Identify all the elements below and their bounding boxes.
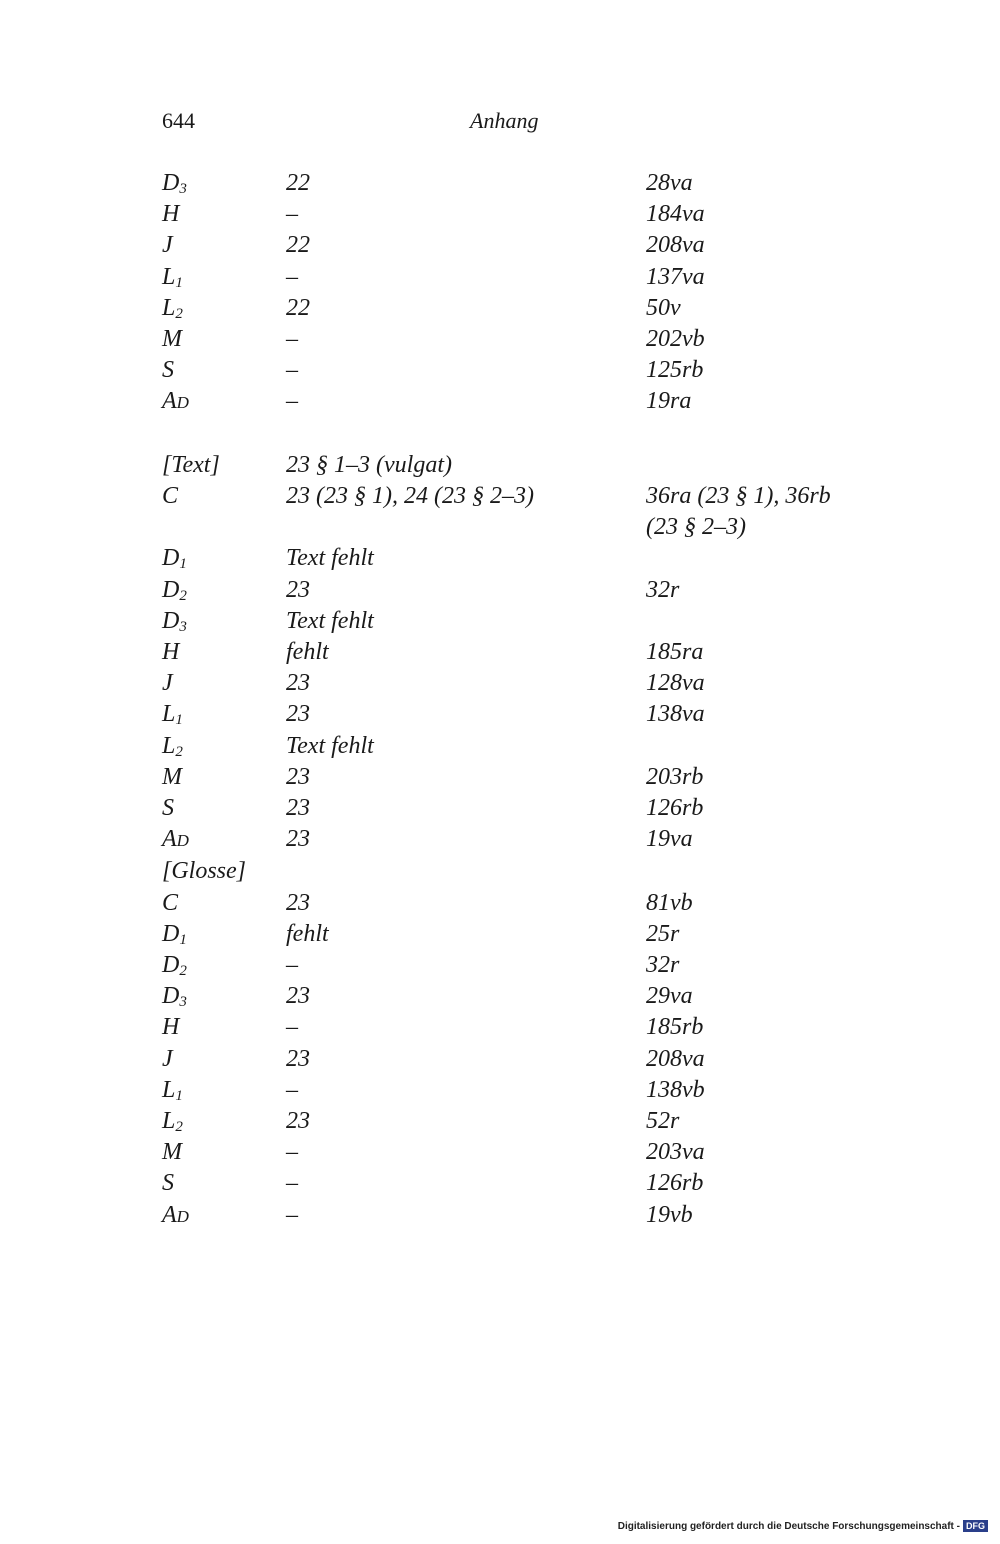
page-header (162, 108, 852, 138)
siglum-letter: L (162, 1108, 176, 1135)
chapter-reference: Text fehlt (286, 732, 374, 759)
chapter-reference: 23 (286, 701, 310, 728)
chapter-reference: 23 (286, 670, 310, 697)
folio-reference: 128va (646, 670, 705, 697)
folio-line-2: (23 § 2–3) (646, 514, 746, 541)
folio-reference: 125rb (646, 357, 704, 384)
folio-reference: 19va (646, 826, 693, 853)
chapter-reference: 22 (286, 170, 310, 196)
table-row (162, 1168, 862, 1199)
chapter-reference: 23 (286, 826, 310, 853)
folio-reference: 50v (646, 294, 681, 321)
siglum (162, 1168, 286, 1199)
siglum (162, 824, 286, 856)
table-row (162, 1200, 862, 1232)
folio-reference: 126rb (646, 795, 704, 822)
siglum-letter: J (162, 232, 173, 259)
table-row (162, 668, 862, 699)
running-head: Anhang (470, 108, 539, 133)
table-row (162, 199, 862, 230)
siglum (162, 324, 286, 355)
folio-reference: 126rb (646, 1170, 704, 1197)
siglum-small-cap: D (176, 393, 189, 413)
siglum-letter: M (162, 326, 182, 353)
folio-reference: 81vb (646, 889, 693, 916)
chapter-reference: – (286, 201, 298, 228)
siglum-letter: S (162, 357, 174, 384)
siglum-subscript: 2 (179, 963, 187, 980)
chapter-reference: – (286, 263, 298, 290)
siglum (162, 606, 286, 637)
siglum-letter: L (162, 701, 176, 728)
chapter-reference: – (286, 1076, 298, 1103)
siglum (162, 386, 286, 418)
table-group-2 (162, 543, 862, 856)
chapter-reference: Text fehlt (286, 607, 374, 634)
siglum-letter: D (162, 607, 180, 634)
siglum-letter: D (162, 545, 180, 572)
chapter-reference: 23 (23 § 1), 24 (23 § 2–3) (286, 483, 534, 510)
siglum (162, 1137, 286, 1168)
table-row (162, 1106, 862, 1137)
siglum: C (162, 483, 179, 510)
chapter-reference: 23 (286, 889, 310, 916)
table-row (162, 793, 862, 824)
folio-reference (646, 543, 862, 574)
manuscript-table (162, 168, 862, 1232)
siglum-letter: H (162, 1014, 180, 1041)
siglum (162, 1012, 286, 1043)
chapter-reference: 23 (286, 763, 310, 790)
chapter-reference: 22 (286, 294, 310, 321)
chapter-reference: 23 (286, 795, 310, 822)
chapter-reference: – (286, 1201, 298, 1228)
siglum (162, 293, 286, 324)
siglum-letter: D (162, 576, 180, 603)
chapter-reference: – (286, 1014, 298, 1041)
table-row (162, 888, 862, 919)
siglum (162, 762, 286, 793)
table-row (162, 637, 862, 668)
siglum-letter: D (162, 952, 180, 979)
folio-reference: 208va (646, 1045, 705, 1072)
chapter-reference: fehlt (286, 920, 329, 947)
siglum-letter: D (162, 170, 180, 196)
siglum-letter: L (162, 294, 176, 321)
table-row (162, 731, 862, 762)
siglum (162, 1044, 286, 1075)
siglum (162, 888, 286, 919)
siglum (162, 699, 286, 730)
folio-reference: 32r (646, 952, 680, 979)
table-row (162, 699, 862, 730)
table-row (162, 981, 862, 1012)
folio-reference: 202vb (646, 326, 705, 353)
siglum-subscript: 2 (179, 587, 187, 604)
table-row (162, 950, 862, 981)
table-row (162, 293, 862, 324)
siglum (162, 1106, 286, 1137)
table-row-glosse-heading (162, 856, 862, 887)
folio-reference: 19vb (646, 1201, 693, 1228)
table-group-1 (162, 168, 862, 419)
table-row (162, 386, 862, 418)
table-row (162, 1075, 862, 1106)
siglum (162, 950, 286, 981)
siglum (162, 543, 286, 574)
folio-reference: 185rb (646, 1014, 704, 1041)
table-row (162, 355, 862, 386)
footer-text: Digitalisierung gefördert durch die Deutsche Forschungsgemeinschaft - (617, 1520, 960, 1532)
table-row (162, 1044, 862, 1075)
folio-reference: 184va (646, 201, 705, 228)
chapter-reference: – (286, 952, 298, 979)
folio-reference (646, 606, 862, 637)
table-row (162, 230, 862, 261)
siglum-subscript: 2 (175, 1119, 183, 1136)
siglum-letter: J (162, 1045, 173, 1072)
siglum-letter: L (162, 263, 176, 290)
siglum-letter: H (162, 639, 180, 666)
section-reference: 23 § 1–3 (vulgat) (286, 451, 452, 478)
folio-reference: 185ra (646, 639, 704, 666)
table-row-text-heading (162, 450, 862, 481)
siglum-letter: L (162, 1076, 176, 1103)
siglum (162, 575, 286, 606)
siglum (162, 919, 286, 950)
siglum (162, 981, 286, 1012)
siglum-subscript: 3 (179, 181, 187, 197)
siglum (162, 793, 286, 824)
siglum (162, 168, 286, 199)
siglum-letter: J (162, 670, 173, 697)
siglum (162, 637, 286, 668)
table-row (162, 324, 862, 355)
table-row (162, 606, 862, 637)
siglum-subscript: 1 (179, 931, 187, 948)
folio-line-1: 36ra (23 § 1), 36rb (646, 483, 831, 510)
chapter-reference: – (286, 326, 298, 353)
siglum-subscript: 3 (179, 618, 187, 635)
siglum-letter: D (162, 983, 180, 1010)
folio-reference: 29va (646, 983, 693, 1010)
section-label-text: [Text] (162, 451, 220, 478)
siglum-letter: L (162, 732, 176, 759)
folio-reference: 52r (646, 1108, 680, 1135)
folio-reference: 203va (646, 1139, 705, 1166)
siglum-letter: H (162, 201, 180, 228)
table-spacer (162, 419, 862, 450)
siglum-letter: C (162, 889, 179, 916)
chapter-reference: Text fehlt (286, 545, 374, 572)
siglum-letter: S (162, 1170, 174, 1197)
table-row (162, 762, 862, 793)
folio-reference (646, 731, 862, 762)
chapter-reference: 23 (286, 1108, 310, 1135)
siglum-letter: A (162, 826, 177, 853)
siglum-letter: A (162, 388, 177, 415)
page-number: 644 (162, 108, 195, 133)
table-row (162, 919, 862, 950)
chapter-reference: – (286, 1139, 298, 1166)
chapter-reference: 22 (286, 232, 310, 259)
footer-credit (618, 1520, 988, 1532)
siglum-letter: S (162, 795, 174, 822)
folio-reference: 32r (646, 576, 680, 603)
siglum-letter: D (162, 920, 180, 947)
dfg-logo: DFG (963, 1520, 988, 1532)
siglum-small-cap: D (176, 831, 189, 851)
chapter-reference: – (286, 1170, 298, 1197)
siglum (162, 262, 286, 293)
chapter-reference: – (286, 357, 298, 384)
table-row-text-c (162, 481, 862, 543)
table-row (162, 1137, 862, 1168)
siglum-subscript: 3 (179, 994, 187, 1011)
siglum-subscript: 2 (175, 743, 183, 760)
siglum-subscript: 2 (175, 305, 183, 322)
folio-reference: 19ra (646, 388, 692, 415)
siglum-subscript: 1 (175, 1087, 183, 1104)
siglum (162, 1200, 286, 1232)
siglum (162, 355, 286, 386)
siglum-small-cap: D (176, 1206, 189, 1226)
folio-reference: 138vb (646, 1076, 705, 1103)
folio-reference: 28va (646, 170, 693, 196)
siglum-letter: M (162, 763, 182, 790)
table-row (162, 824, 862, 856)
siglum (162, 731, 286, 762)
chapter-reference: fehlt (286, 639, 329, 666)
siglum-subscript: 1 (175, 274, 183, 291)
siglum-subscript: 1 (179, 556, 187, 573)
siglum (162, 199, 286, 230)
chapter-reference: 23 (286, 983, 310, 1010)
table-row (162, 575, 862, 606)
folio-reference: 138va (646, 701, 705, 728)
folio-reference: 208va (646, 232, 705, 259)
siglum (162, 668, 286, 699)
siglum-letter: M (162, 1139, 182, 1166)
siglum (162, 1075, 286, 1106)
table-group-3 (162, 888, 862, 1232)
table-row (162, 168, 862, 199)
chapter-reference: – (286, 388, 298, 415)
siglum (162, 230, 286, 261)
table-row (162, 262, 862, 293)
siglum-subscript: 1 (175, 712, 183, 729)
table-row (162, 543, 862, 574)
table-row (162, 1012, 862, 1043)
folio-reference: 25r (646, 920, 680, 947)
section-label-glosse: [Glosse] (162, 858, 247, 885)
siglum-letter: A (162, 1201, 177, 1228)
folio-reference: 137va (646, 263, 705, 290)
folio-reference (646, 481, 862, 543)
folio-reference: 203rb (646, 763, 704, 790)
chapter-reference: 23 (286, 576, 310, 603)
chapter-reference: 23 (286, 1045, 310, 1072)
